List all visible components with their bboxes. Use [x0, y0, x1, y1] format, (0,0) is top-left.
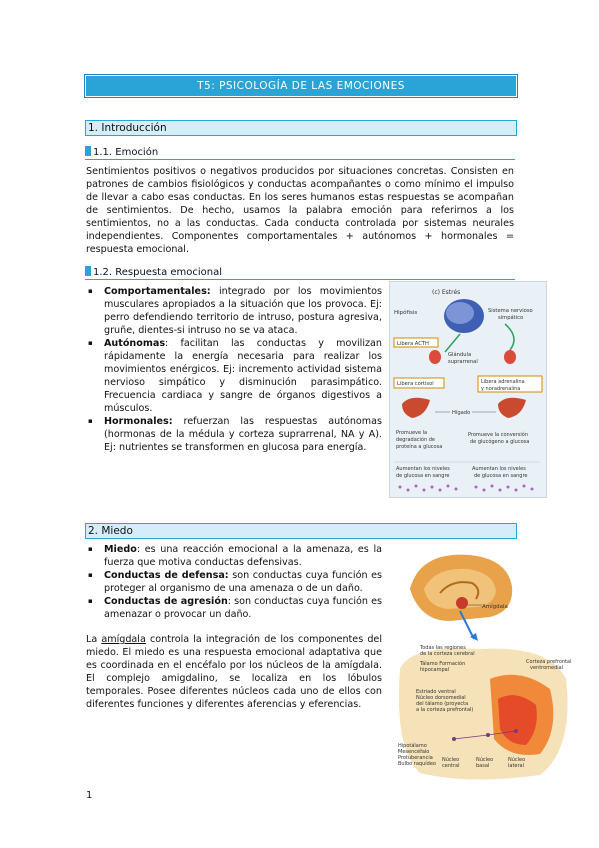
svg-text:Todas las regiones: Todas las regiones: [420, 645, 466, 651]
label-glandula: Glándula: [448, 352, 472, 358]
svg-text:proteína a glucosa: proteína a glucosa: [396, 444, 443, 450]
svg-text:Mesencéfalo: Mesencéfalo: [398, 749, 430, 755]
svg-text:de glucosa en sangre: de glucosa en sangre: [474, 473, 528, 479]
list-item: ▪ Autónomas: facilitan las conductas y movilizan rápidamente la energía necesaria para realizar los movimientos enérgicos. Ej: incremento actividad sistema nervioso simpático y disminución parasimpático. Frecuencia cardiaca y sangre de órganos digestivos a músculos.: [86, 337, 382, 415]
svg-text:Promueve la: Promueve la: [396, 430, 428, 436]
svg-text:de glucosa en sangre: de glucosa en sangre: [396, 473, 450, 479]
svg-text:Aumentan los niveles: Aumentan los niveles: [472, 466, 526, 472]
svg-text:de glucógeno a glucosa: de glucógeno a glucosa: [470, 439, 530, 445]
list-item: ▪ Conductas de defensa: son conductas cuya función es proteger al organismo de una amenaza o de un daño.: [86, 569, 382, 595]
list-item: ▪ Hormonales: refuerzan las respuestas autónomas (hormonas de la médula y corteza suprarrenal, NA y A). Ej: nutrientes se transformen en glucosa para energía.: [86, 415, 382, 454]
paragraph-emocion: Sentimientos positivos o negativos producidos por situaciones concretas. Consisten en patrones de cambios fisiológicos y conductas acompañantes o como mínimo el impulso de llevar a cabo esas conductas. En los seres humanos estas respuestas se acompañan de sentimientos. De hecho, usamos la palabra emoción para referirnos a los sentimientos, no a las conductas. Cada conducta controlada por sistemas neurales independientes. Componentes comportamentales + autónomos + hormonales = respuesta emocional.: [86, 166, 514, 255]
section-heading-miedo: 2. Miedo: [85, 523, 517, 539]
svg-text:y noradrenalina: y noradrenalina: [481, 386, 521, 392]
glucose-dots: [399, 485, 534, 492]
label-sistema: Sistema nervioso: [488, 308, 533, 314]
svg-text:de la corteza cerebral: de la corteza cerebral: [420, 651, 475, 657]
svg-text:degradación de: degradación de: [396, 437, 435, 443]
svg-text:basal: basal: [476, 763, 490, 769]
svg-text:Núcleo: Núcleo: [508, 757, 526, 763]
miedo-list: [86, 543, 382, 621]
list-item: ▪ Conductas de agresión: son conductas cuya función es amenazar o provocar un daño.: [86, 595, 382, 621]
label-higado: Hígado: [452, 410, 471, 416]
svg-text:Tálamo Formación: Tálamo Formación: [420, 661, 466, 667]
label-acth: Libera ACTH: [397, 341, 429, 347]
svg-text:Núcleo dorsomedial: Núcleo dorsomedial: [416, 695, 466, 701]
svg-text:Núcleo: Núcleo: [442, 757, 460, 763]
svg-text:central: central: [442, 763, 460, 769]
document-title: T5: PSICOLOGÍA DE LAS EMOCIONES: [85, 75, 517, 97]
subheading-respuesta-emocional: 1.2. Respuesta emocional: [85, 266, 515, 280]
amygdala-diagram: [389, 548, 575, 786]
svg-text:Aumentan los niveles: Aumentan los niveles: [396, 466, 450, 472]
svg-text:a la corteza prefrontal): a la corteza prefrontal): [416, 707, 474, 713]
svg-text:del tálamo (proyecta: del tálamo (proyecta: [416, 701, 469, 707]
amygdala-marker: [456, 597, 468, 609]
svg-text:lateral: lateral: [508, 763, 524, 769]
label-hipofisis: Hipófisis: [394, 310, 418, 316]
respuesta-list: [86, 285, 382, 454]
label-adrenalina: Libera adrenalina: [481, 379, 525, 385]
svg-text:ventromedial: ventromedial: [530, 665, 564, 671]
liver-illustration: [402, 398, 430, 418]
svg-text:Bulbo raquídeo: Bulbo raquídeo: [398, 761, 436, 767]
figure-label: (c) Estrés: [432, 289, 461, 296]
svg-text:Promueve la conversión: Promueve la conversión: [468, 432, 529, 438]
svg-text:simpático: simpático: [498, 315, 524, 321]
svg-text:hipocampal: hipocampal: [420, 667, 450, 673]
svg-text:Corteza prefrontal: Corteza prefrontal: [526, 659, 572, 665]
stress-diagram: [389, 281, 547, 498]
svg-text:Núcleo: Núcleo: [476, 757, 494, 763]
label-cortisol: Libera cortisol: [397, 381, 434, 387]
svg-text:Hipotálamo: Hipotálamo: [398, 743, 427, 749]
adrenal-gland-illustration: [429, 350, 441, 364]
svg-text:suprarrenal: suprarrenal: [448, 359, 478, 365]
paragraph-amigdala: La amígdala controla la integración de los componentes del miedo. El miedo es una respuesta emocional adaptativa que es coordinada en el encéfalo por los núcleos de la amígdala. El complejo amigdalino, se localiza en los lóbulos temporales. Posee diferentes núcleos cada uno de ellos con diferentes funciones y diferentes aferencias y eferencias.: [86, 634, 382, 710]
list-item: ▪ Miedo: es una reacción emocional a la amenaza, es la fuerza que motiva conductas defensivas.: [86, 543, 382, 569]
label-amigdala: Amígdala: [482, 604, 508, 610]
section-heading-introduccion: 1. Introducción: [85, 120, 517, 136]
page-number: 1: [86, 790, 93, 801]
subheading-emocion: 1.1. Emoción: [85, 146, 515, 160]
svg-text:Estriado ventral: Estriado ventral: [416, 689, 456, 695]
list-item: ▪ Comportamentales: integrado por los movimientos musculares apropiados a la situación que los provoca. Ej: perro defendiendo territorio de intruso, postura agresiva, gruñe, dientes-si intruso no se va ataca.: [86, 285, 382, 337]
svg-text:Protuberancia: Protuberancia: [398, 755, 433, 761]
